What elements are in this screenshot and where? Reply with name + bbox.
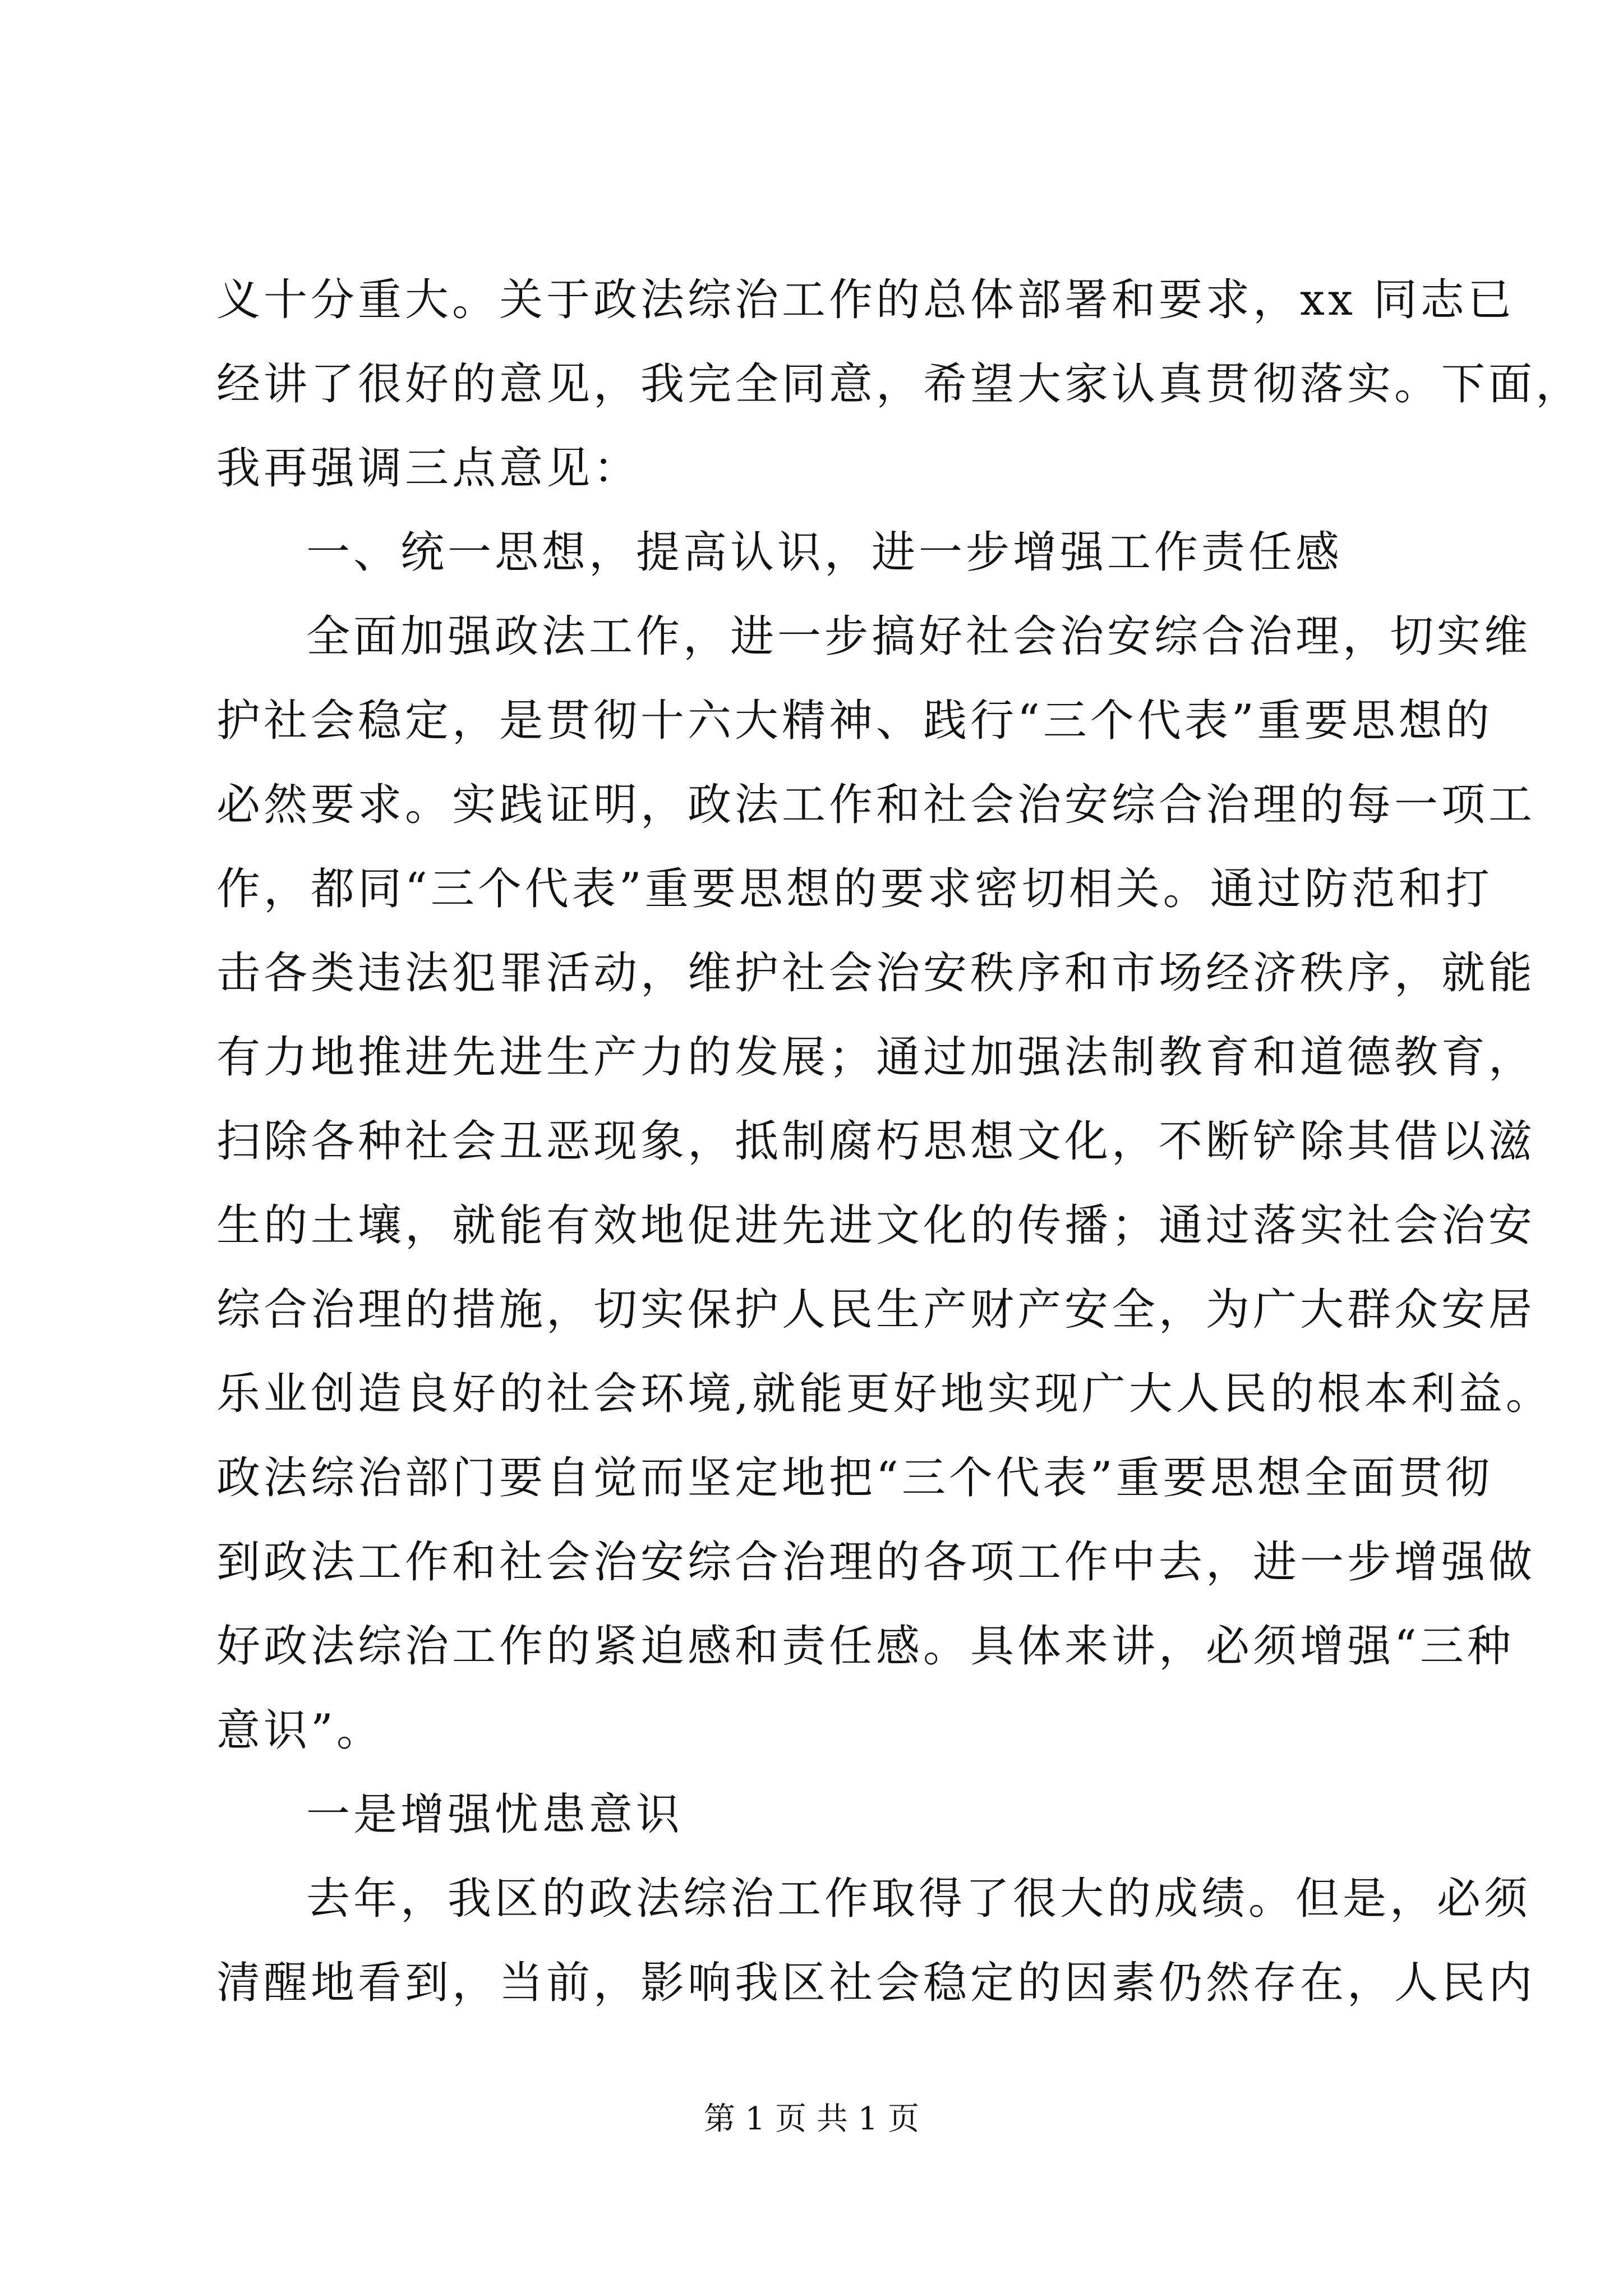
subsection-heading: 一是增强忧患意识: [306, 1789, 684, 1840]
text-line: 生的土壤，就能有效地促进先进文化的传播；通过落实社会治安: [216, 1200, 1536, 1251]
paragraph-start: 全面加强政法工作，进一步搞好社会治安综合治理，切实维: [306, 611, 1532, 662]
document-body: [216, 258, 1583, 2025]
text-line: 政法综治部门要自觉而坚定地把“三个代表”重要思想全面贯彻: [216, 1453, 1493, 1503]
text-line: 好政法综治工作的紧迫感和责任感。具体来讲，必须增强“三种: [216, 1621, 1514, 1672]
text-line: 意识”。: [216, 1705, 384, 1756]
text-line: 护社会稳定，是贯彻十六大精神、践行“三个代表”重要思想的: [216, 696, 1493, 746]
text-line: 乐业创造良好的社会环境,就能更好地实现广大人民的根本利益。: [216, 1369, 1553, 1419]
page-footer: 第 1 页 共 1 页: [703, 2101, 920, 2137]
text-line: 到政法工作和社会治安综合治理的各项工作中去，进一步增强做: [216, 1537, 1536, 1588]
text-line: 击各类违法犯罪活动，维护社会治安秩序和市场经济秩序，就能: [216, 948, 1536, 999]
text-line: 有力地推进先进生产力的发展；通过加强法制教育和道德教育，: [216, 1032, 1536, 1083]
paragraph-start: 去年，我区的政法综治工作取得了很大的成绩。但是，必须: [306, 1874, 1532, 1924]
text-line: 义十分重大。关于政法综治工作的总体部署和要求，xx 同志已: [216, 275, 1515, 325]
text-line: 扫除各种社会丑恶现象，抵制腐朽思想文化，不断铲除其借以滋: [216, 1116, 1536, 1167]
text-line: 经讲了很好的意见，我完全同意，希望大家认真贯彻落实。下面，: [216, 359, 1583, 409]
text-line: 作，都同“三个代表”重要思想的要求密切相关。通过防范和打: [216, 864, 1493, 914]
text-line: 我再强调三点意见：: [216, 443, 641, 494]
text-line: 必然要求。实践证明，政法工作和社会治安综合治理的每一项工: [216, 780, 1536, 830]
section-heading: 一、统一思想，提高认识，进一步增强工作责任感: [306, 527, 1343, 578]
text-line: 综合治理的措施，切实保护人民生产财产安全，为广大群众安居: [216, 1285, 1536, 1335]
text-line: 清醒地看到，当前，影响我区社会稳定的因素仍然存在，人民内: [216, 1958, 1536, 2008]
